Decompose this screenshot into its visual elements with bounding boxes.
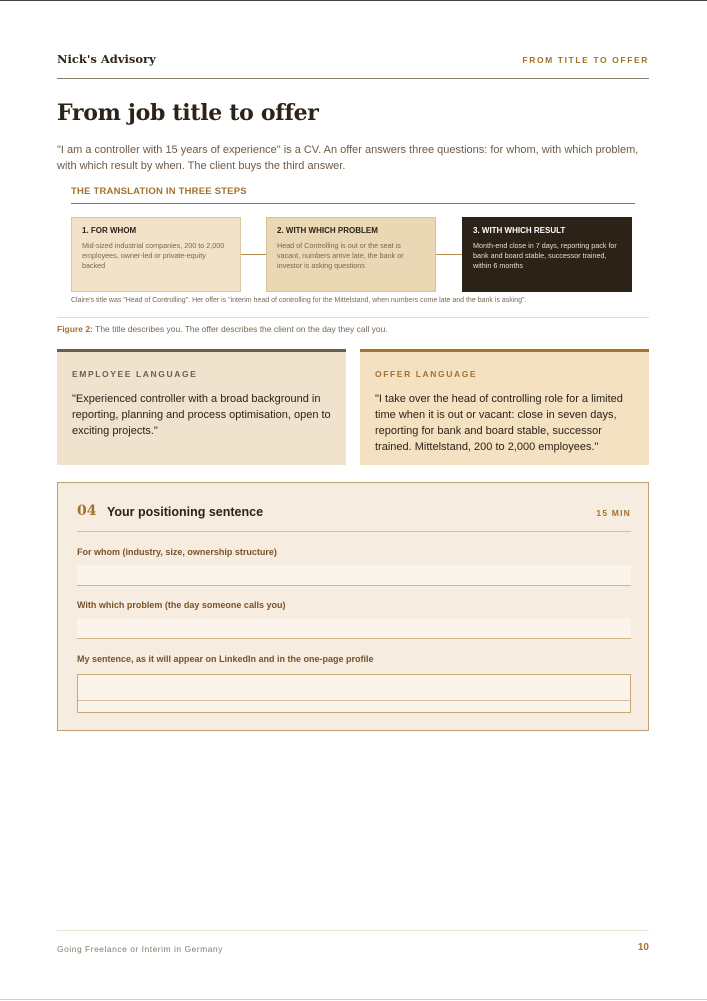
translation-figure	[71, 186, 635, 304]
figure-title: THE TRANSLATION IN THREE STEPS	[71, 186, 635, 204]
bottom-border	[0, 999, 707, 1000]
step-title: 2. WITH WHICH PROBLEM	[277, 226, 378, 235]
step-which-result	[462, 217, 632, 292]
footer-divider	[57, 930, 649, 931]
intro-paragraph: "I am a controller with 15 years of experience" is a CV. An offer answers three questions: for whom, with which problem, with which result by when. The client buys the third answer.	[57, 144, 639, 172]
offer-language-card	[360, 349, 649, 465]
worksheet-title: Your positioning sentence	[107, 505, 264, 519]
step-body: Head of Controlling is out or the seat is vacant, numbers arrive late, the bank or investor is asking questions	[277, 241, 404, 270]
page-header	[57, 52, 649, 79]
worksheet-number: 04	[77, 503, 97, 519]
worksheet-header	[77, 503, 631, 532]
step-body: Month-end close in 7 days, reporting pack for bank and board stable, successor trained, within 6 months	[473, 241, 617, 270]
step-body: Mid-sized industrial companies, 200 to 2,000 employees, owner-led or private-equity backed	[82, 241, 225, 270]
employee-language-card	[57, 349, 346, 465]
for-whom-field[interactable]	[77, 565, 631, 586]
employee-language-text: "Experienced controller with a broad background in reporting, planning and process optimisation, open to exciting projects."	[72, 393, 331, 437]
step-for-whom	[71, 217, 241, 292]
worksheet	[57, 482, 649, 731]
figure-caption: Claire's title was "Head of Controlling". Her offer is "interim head of controlling for the Mittelstand, when numbers come late and the bank is asking".	[71, 297, 527, 304]
step-which-problem	[266, 217, 436, 292]
my-sentence-field[interactable]	[77, 674, 631, 713]
figure-number: Figure 2:	[57, 324, 93, 334]
brand-name: Nick's Advisory	[57, 52, 156, 66]
step-title: 3. WITH WHICH RESULT	[473, 226, 566, 235]
figure-label	[57, 324, 388, 334]
step-title: 1. FOR WHOM	[82, 226, 137, 235]
section-title: FROM TITLE TO OFFER	[522, 55, 649, 65]
step-connector	[436, 254, 462, 255]
field-label-which-problem: With which problem (the day someone calls you)	[77, 600, 286, 610]
field-label-for-whom: For whom (industry, size, ownership structure)	[77, 547, 277, 557]
figure-label-text: The title describes you. The offer describes the client on the day they call you.	[95, 324, 388, 334]
field-label-my-sentence: My sentence, as it will appear on LinkedIn and in the one-page profile	[77, 654, 374, 664]
step-connector	[241, 254, 266, 255]
worksheet-time: 15 MIN	[596, 508, 631, 518]
offer-language-heading: OFFER LANGUAGE	[375, 369, 478, 379]
figure-divider	[57, 317, 649, 318]
footer-book-title: Going Freelance or Interim in Germany	[57, 944, 223, 954]
page-title: From job title to offer	[57, 100, 319, 126]
page-number: 10	[637, 942, 649, 953]
which-problem-field[interactable]	[77, 618, 631, 639]
field-ruling-line	[78, 700, 630, 701]
employee-language-heading: EMPLOYEE LANGUAGE	[72, 369, 198, 379]
offer-language-text: "I take over the head of controlling role for a limited time when it is out or vacant: close in seven days, reporting for bank and board stable, successor trained. Mittelstand, 200 to 2,000 employees."	[375, 393, 623, 453]
steps-row	[71, 217, 635, 295]
top-border	[0, 0, 707, 1]
